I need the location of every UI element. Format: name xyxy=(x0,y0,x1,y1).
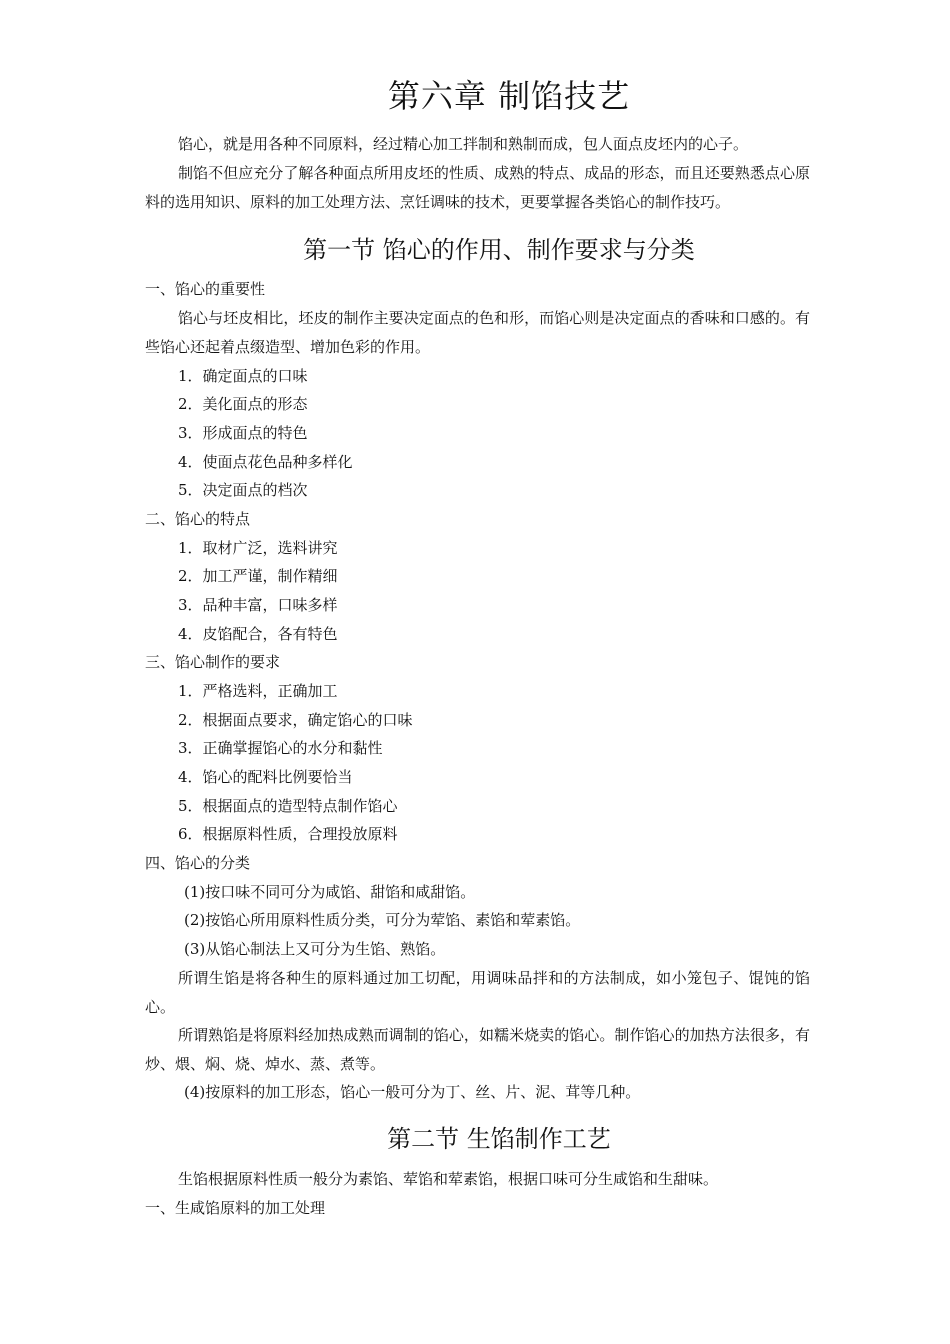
requirements-item-1: 1．严格选料，正确加工 xyxy=(178,682,338,700)
importance-paragraph: 馅心与坯皮相比，坯皮的制作主要决定面点的色和形，而馅心则是决定面点的香味和口感的。有些馅心还起着点缀造型、增加色彩的作用。 xyxy=(145,309,810,356)
section1-heading-requirements: 三、馅心制作的要求 xyxy=(145,653,281,671)
intro-paragraph-2: 制馅不但应充分了解各种面点所用皮坯的性质、成熟的特点、成品的形态，而且还要熟悉点心原料的选用知识、原料的加工处理方法、烹饪调味的技术，更要掌握各类馅心的制作技巧。 xyxy=(145,164,810,211)
importance-item-2: 2．美化面点的形态 xyxy=(178,395,308,413)
importance-item-4: 4．使面点花色品种多样化 xyxy=(178,453,353,471)
cooked-filling-paragraph: 所谓熟馅是将原料经加热成熟而调制的馅心，如糯米烧卖的馅心。制作馅心的加热方法很多，有炒、煨、焖、烧、焯水、蒸、煮等。 xyxy=(145,1026,810,1073)
intro-paragraph-1: 馅心，就是用各种不同原料，经过精心加工拌制和熟制而成，包人面点皮坯内的心子。 xyxy=(178,135,749,153)
features-item-4: 4．皮馅配合，各有特色 xyxy=(178,625,338,643)
section1-title: 第一节 馅心的作用、制作要求与分类 xyxy=(303,236,695,264)
importance-item-1: 1．确定面点的口味 xyxy=(178,367,308,385)
section1-heading-features: 二、馅心的特点 xyxy=(145,510,251,528)
section2-title: 第二节 生馅制作工艺 xyxy=(387,1125,611,1153)
classification-item-3: (3)从馅心制法上又可分为生馅、熟馅。 xyxy=(184,940,446,958)
features-item-3: 3．品种丰富，口味多样 xyxy=(178,596,338,614)
raw-filling-paragraph: 所谓生馅是将各种生的原料通过加工切配，用调味品拌和的方法制成，如小笼包子、馄饨的馅心。 xyxy=(145,969,810,1016)
classification-item-4: (4)按原料的加工形态，馅心一般可分为丁、丝、片、泥、茸等几种。 xyxy=(184,1083,641,1101)
features-item-1: 1．取材广泛，选料讲究 xyxy=(178,539,338,557)
classification-item-2: (2)按馅心所用原料性质分类，可分为荤馅、素馅和荤素馅。 xyxy=(184,911,581,929)
requirements-item-3: 3．正确掌握馅心的水分和黏性 xyxy=(178,739,383,757)
section1-heading-importance: 一、馅心的重要性 xyxy=(145,280,266,298)
section2-paragraph: 生馅根据原料性质一般分为素馅、荤馅和荤素馅，根据口味可分生咸馅和生甜味。 xyxy=(178,1170,719,1188)
requirements-item-2: 2．根据面点要求，确定馅心的口味 xyxy=(178,711,413,729)
requirements-item-5: 5．根据面点的造型特点制作馅心 xyxy=(178,797,398,815)
features-item-2: 2．加工严谨，制作精细 xyxy=(178,567,338,585)
chapter-title: 第六章 制馅技艺 xyxy=(387,77,631,115)
requirements-item-4: 4．馅心的配料比例要恰当 xyxy=(178,768,353,786)
section2-heading-1: 一、生咸馅原料的加工处理 xyxy=(145,1199,326,1217)
section1-heading-classification: 四、馅心的分类 xyxy=(145,854,251,872)
classification-item-1: (1)按口味不同可分为咸馅、甜馅和咸甜馅。 xyxy=(184,883,476,901)
importance-item-5: 5．决定面点的档次 xyxy=(178,481,308,499)
requirements-item-6: 6．根据原料性质，合理投放原料 xyxy=(178,825,398,843)
importance-item-3: 3．形成面点的特色 xyxy=(178,424,308,442)
